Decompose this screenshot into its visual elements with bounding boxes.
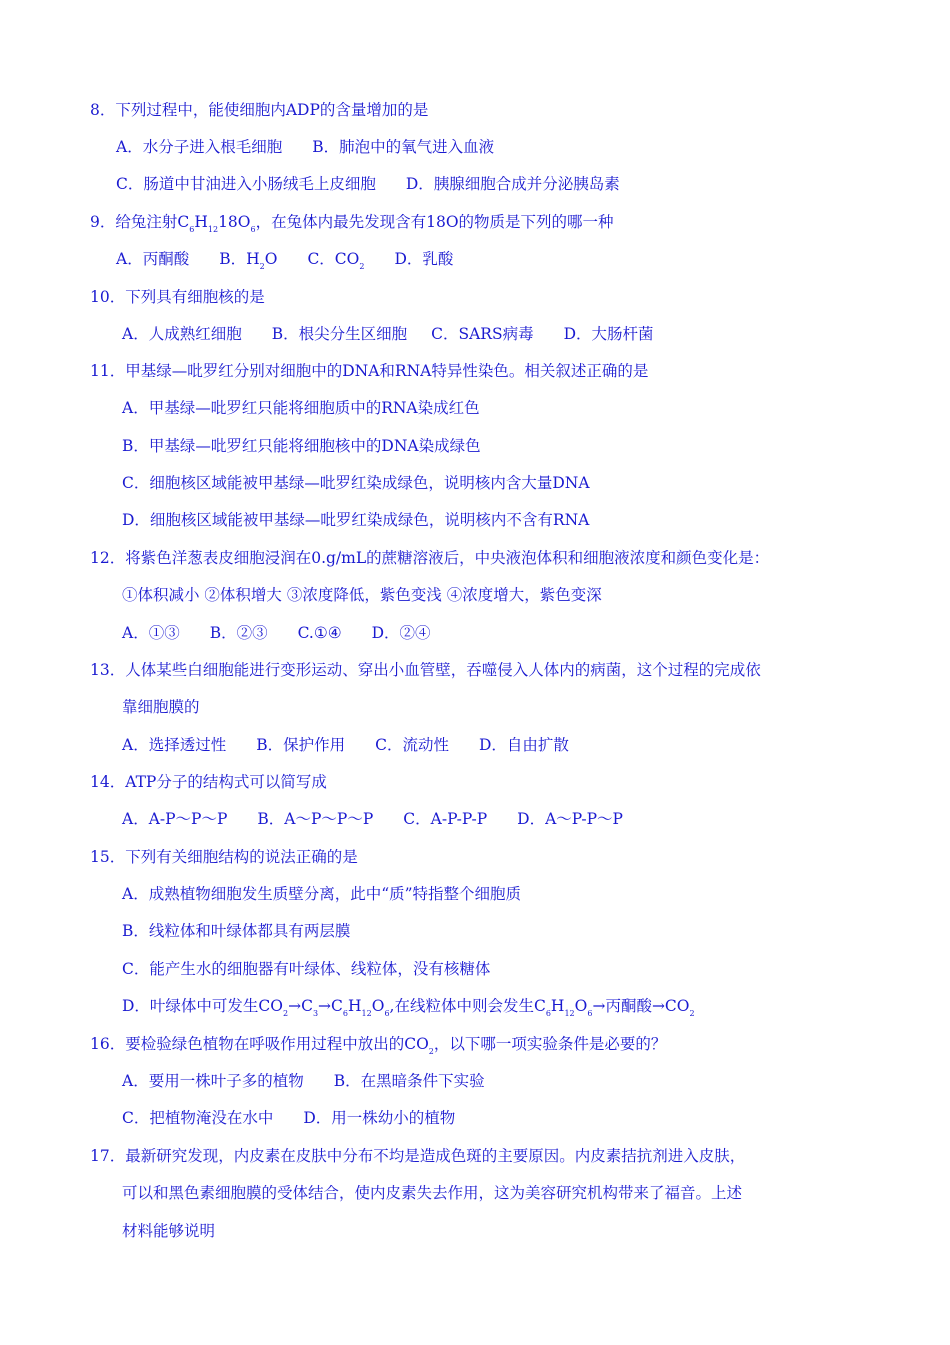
q16-option-c: C．把植物淹没在水中 [122,1109,274,1127]
q8-option-b: B．肺泡中的氧气进入血液 [312,138,495,156]
q10-options [122,323,654,345]
question-11: 11．甲基绿—吡罗红分别对细胞中的DNA和RNA特异性染色。相关叙述正确的是 [90,362,649,380]
q9-options [116,248,453,270]
q9-option-d: D．乳酸 [394,250,454,268]
q16-option-d: D．用一株幼小的植物 [303,1109,456,1127]
q11-option-d: D．细胞核区域能被甲基绿—吡罗红染成绿色，说明核内不含有RNA [122,511,590,529]
q11-option-b: B．甲基绿—吡罗红只能将细胞核中的DNA染成绿色 [122,437,481,455]
q12-option-b: B．②③ [209,624,268,642]
q13-option-c: C．流动性 [375,736,449,754]
q9-option-a: A．丙酮酸 [116,250,190,268]
question-9: 9．给兔注射$C_6H_{12}18O_6$，在兔体内最先发现含有18O的物质是下列的哪一种 [90,213,614,234]
q14-option-a: A．A-P～P～P [122,810,228,828]
q12-options [122,622,431,644]
question-15: 15．下列有关细胞结构的说法正确的是 [90,848,358,866]
q8-option-d: D．胰腺细胞合成并分泌胰岛素 [405,175,620,193]
q8-options-row-1 [116,136,494,158]
question-17-cont-2: 材料能够说明 [122,1222,216,1240]
q10-option-c: C．SARS病毒 [431,325,534,343]
q16-options-row-1 [122,1070,485,1092]
question-8: 8．下列过程中，能使细胞内ADP的含量增加的是 [90,101,429,119]
question-16: 16．要检验绿色植物在呼吸作用过程中放出的$CO_2$，以下哪一项实验条件是必要的？ [90,1035,667,1056]
q12-option-c: C.①④ [297,624,342,642]
q15-option-c: C．能产生水的细胞器有叶绿体、线粒体，没有核糖体 [122,960,491,978]
q16-option-b: B．在黑暗条件下实验 [333,1072,485,1090]
q8-options-row-2 [116,173,620,195]
q16-options-row-2 [122,1107,455,1129]
q12-statements: ①体积减小 ②体积增大 ③浓度降低，紫色变浅 ④浓度增大，紫色变深 [122,586,602,604]
q11-option-c: C．细胞核区域能被甲基绿—吡罗红染成绿色，说明核内含大量DNA [122,474,590,492]
q9-option-b: B．$H_2O$ [219,250,278,271]
q8-option-c: C．肠道中甘油进入小肠绒毛上皮细胞 [116,175,376,193]
q10-option-b: B．根尖分生区细胞 [271,325,408,343]
q13-option-d: D．自由扩散 [478,736,569,754]
question-14: 14．ATP分子的结构式可以简写成 [90,773,327,791]
q15-option-d: D．叶绿体中可发生$CO_2\to C_3\to C_6H_{12}O_6$,在线粒体中则会发生$C_6H_{12}O_6\to$丙酮酸$\to CO_2$ [122,997,695,1018]
q14-option-d: D．A～P-P～P [517,810,623,828]
q10-option-d: D．大肠杆菌 [563,325,654,343]
q13-option-b: B．保护作用 [256,736,346,754]
q12-option-d: D．②④ [371,624,431,642]
q13-options [122,734,569,756]
q13-option-a: A．选择透过性 [122,736,227,754]
q14-option-c: C．A-P-P-P [403,810,488,828]
q14-options [122,808,623,830]
question-12: 12．将紫色洋葱表皮细胞浸润在0.g/mL的蔗糖溶液后，中央液泡体积和细胞液浓度和颜色变化是： [90,549,770,567]
question-13-cont: 靠细胞膜的 [122,698,200,716]
q16-option-a: A．要用一株叶子多的植物 [122,1072,304,1090]
question-17-cont-1: 可以和黑色素细胞膜的受体结合，使内皮素失去作用，这为美容研究机构带来了福音。上述 [122,1184,743,1202]
q9-option-c: C．$CO_2$ [307,250,365,271]
q11-option-a: A．甲基绿—吡罗红只能将细胞质中的RNA染成红色 [122,399,480,417]
q14-option-b: B．A～P～P～P [257,810,374,828]
q15-option-a: A．成熟植物细胞发生质壁分离，此中“质”特指整个细胞质 [122,885,522,903]
q10-option-a: A．人成熟红细胞 [122,325,242,343]
q12-option-a: A．①③ [122,624,180,642]
question-10: 10．下列具有细胞核的是 [90,288,265,306]
q8-option-a: A．水分子进入根毛细胞 [116,138,283,156]
question-17: 17．最新研究发现，内皮素在皮肤中分布不均是造成色斑的主要原因。内皮素拮抗剂进入皮肤， [90,1147,746,1165]
question-13: 13．人体某些白细胞能进行变形运动、穿出小血管壁，吞噬侵入人体内的病菌，这个过程的完成依 [90,661,761,679]
q15-option-b: B．线粒体和叶绿体都具有两层膜 [122,922,351,940]
